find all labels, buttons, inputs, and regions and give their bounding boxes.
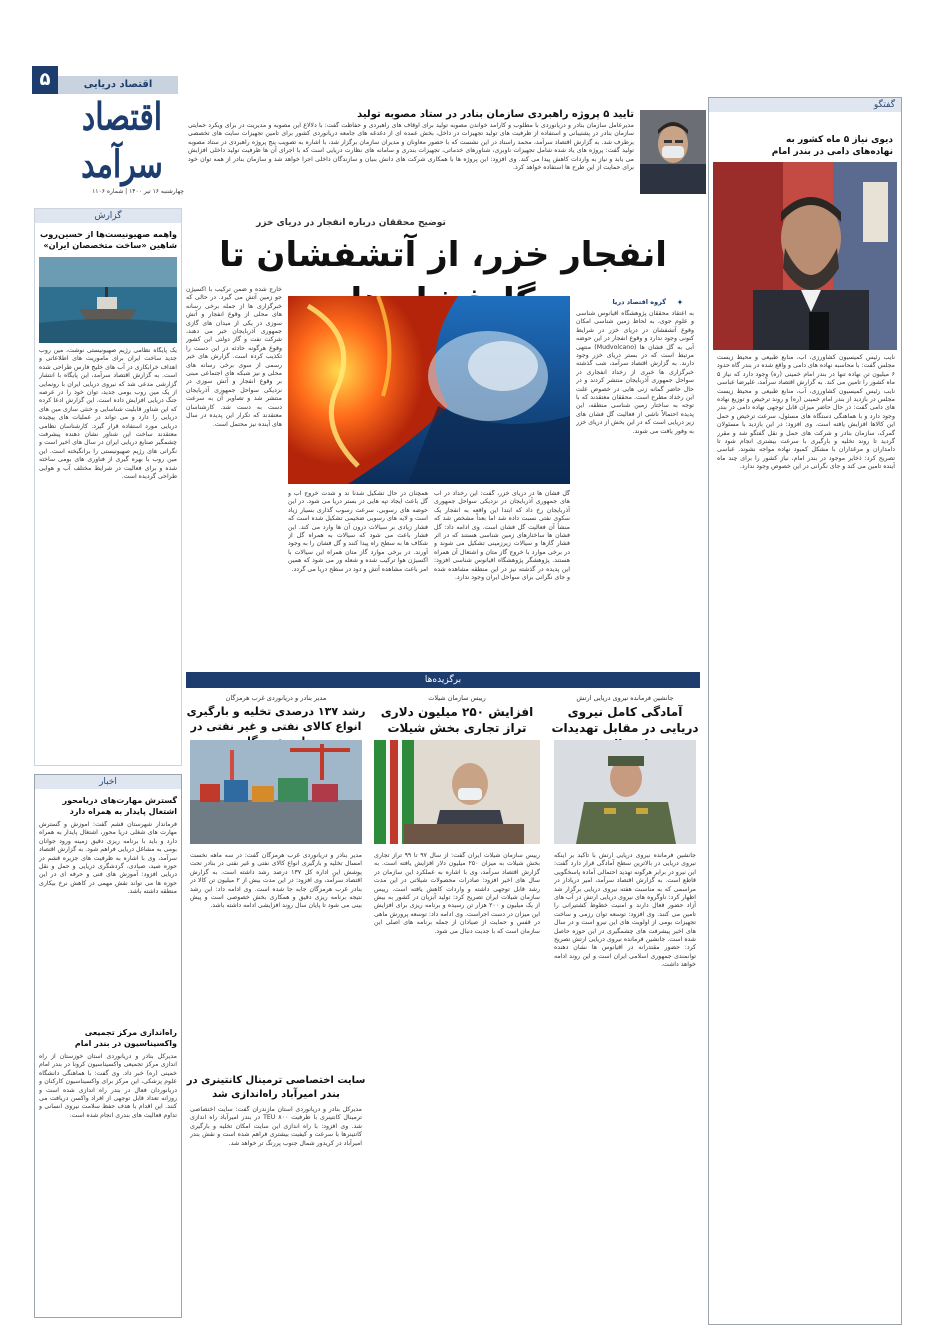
highlight-col-3 (186, 692, 366, 1322)
col2-kicker: رییس سازمان شیلات (428, 694, 486, 702)
date-line: چهارشنبه ۱۶ تیر ۱۴۰۰ | شماره ۱۱۰۶ (92, 188, 184, 195)
report-photo (39, 257, 177, 343)
feature-col-3: همچنان در حال تشکیل شدنا ند و شدت خروج آب و گل باعث ایجاد تپه هایی در بستر دریا می شود. در این حوضه های رسوبی، سرعت رسوب گذاری بسیار زیاد است و لایه های رسوبی ضخیمی تشکیل شده است که فشار زیادی بر سیالات درون آن ها وارد می کند. این فشار باعث می شود که سیالات به همراه گل از شکاف ها به سطح راه پیدا کنند و گل فشان را به وجود آورند. در برخی موارد گاز متان همراه این سیالات با اکسیژن هوا ترکیب شده و شعله ور می شود که همین امر باعث مشاهده آتش و دود در سطح دریا می گردد. (288, 490, 428, 573)
top-story-photo (640, 110, 706, 194)
news-item1-title: گسترش مهارت‌های دریامحور اشتغال پایدار به همراه دارد (62, 796, 177, 816)
report-section-label: گزارش (35, 209, 181, 223)
col1-body: جانشین فرمانده نیروی دریایی ارتش با تاکید بر اینکه نیروی دریایی در بالاترین سطح آمادگی قرار دارد گفت: این نیرو در برابر هرگونه تهدید احتمالی آماده پاسخگویی قاطع است. به گزارش اقتصاد سرآمد، امیر دریادار در مراسمی که به مناسبت هفته نیروی دریایی برگزار شد اظهار کرد: ناوگروه های نیروی دریایی ارتش در آب های آزاد حضور فعال دارند و امنیت خطوط کشتیرانی را تامین می کنند. وی افزود: توسعه توان رزمی و ساخت تجهیزات بومی از اولویت های این نیرو است و در سال های اخیر پیشرفت های چشمگیری در این حوزه حاصل شده است. جانشین فرمانده نیروی دریایی ارتش تصریح کرد: حضور مقتدرانه در اقیانوس ها نشان دهنده توانمندی جمهوری اسلامی ایران است و این روند ادامه خواهد داشت. (554, 852, 696, 969)
col2-title: افزایش ۲۵۰ میلیون دلاری تراز تجاری بخش شیلات (380, 705, 534, 735)
col1-title: آمادگی کامل نیروی دریایی در مقابل تهدیدات (551, 705, 699, 735)
highlights-header (186, 672, 700, 688)
section-label-bar (58, 76, 178, 94)
section-label: اقتصاد دریایی (83, 79, 153, 90)
feature-kicker: توضیح محققان درباره انفجار در دریای خزر (256, 218, 446, 228)
report-box (34, 208, 182, 766)
top-story (186, 104, 706, 200)
col1-kicker: جانشین فرمانده نیروی دریایی ارتش (576, 694, 674, 702)
col3-sub-body: مدیرکل بنادر و دریانوردی استان مازندران گفت: سایت اختصاصی ترمینال کانتینری با ظرفیت ۸۰۰ TEU در بندر امیرآباد راه اندازی شد. وی افزود: با راه اندازی این سایت امکان تخلیه و بارگیری کانتینرها با سرعت و کیفیت بیشتری فراهم شده است و نقش بندر امیرآباد در کریدور شمال جنوب پررنگ تر خواهد شد. (190, 1106, 362, 1147)
col1-photo (554, 740, 696, 844)
report-title: واهمه صهیونیست‌ها از حسین‌روب شاهین «ساخت متخصصان ایران» (39, 229, 177, 250)
col3-photo (190, 740, 362, 844)
feature-logo-mark: ✦ (676, 298, 684, 307)
highlights-section-label: برگزیده‌ها (424, 675, 462, 685)
interview-sidebar (708, 97, 902, 1325)
feature-byline: گروه اقتصاد دریا (612, 298, 666, 306)
feature-col-1: به اعتقاد محققان پژوهشگاه اقیانوس شناسی و علوم جوی، به لحاظ زمین شناسی امکان وقوع آتشفشان در دریای خزر در شرایط کنونی وجود ندارد و وقوع انفجار در این حوضه آبی به گل فشان ها (Mudvolcano) منتهی مرتبط است که در بستر دریای خزر وجود دارند. به گزارش اقتصاد سرآمد، شب گذشته خبرگزاری ها خبری از رخداد انفجاری در سواحل جمهوری آذربایجان منتشر کردند و در حال حاضر گمانه زنی هایی در خصوص علت این رخداد مطرح است. محققان معتقدند که با توجه به ساختار زمین شناسی منطقه، این پدیده احتمالاً ناشی از فعالیت گل فشان های زیر دریایی است که در این بخش از دریای خزر به وفور یافت می شوند. (576, 310, 694, 435)
newspaper-logo (62, 95, 182, 187)
interview-section-label: گفتگو (709, 98, 901, 112)
col3-sub-title: سایت اختصاصی ترمینال کانتینری در بندر امیرآباد راه‌اندازی شد (186, 1075, 366, 1100)
col2-body: رییس سازمان شیلات ایران گفت: از سال ۹۷ تا ۹۹ تراز تجاری بخش شیلات به میزان ۲۵۰ میلیون دلار افزایش یافته است. به گزارش اقتصاد سرآمد، وی با اشاره به عملکرد این سازمان در سال های اخیر افزود: صادرات محصولات شیلاتی در این مدت رشد قابل توجهی داشته و واردات کاهش یافته است. رییس سازمان شیلات ایران تصریح کرد: تولید آبزیان در کشور به بیش از یک میلیون و ۲۰۰ هزار تن رسیده و برنامه ریزی برای افزایش این میزان در دست اجراست. وی ادامه داد: توسعه پرورش ماهی در قفس و حمایت از صیادان از جمله برنامه های اصلی این سازمان است که با جدیت دنبال می شود. (374, 852, 540, 935)
interview-body: نایب رئیس کمیسیون کشاورزی، آب، منابع طبیعی و محیط زیست مجلس گفت: با محاسبه نهاده های دامی و واقع شده در بندر گاه حدود ۶ میلیون تن نهاده تنها در بندر امام خمینی (ره) وجود دارد که نیاز ۵ ماه کشور را تامین می کند. به گزارش اقتصاد سرآمد، علیرضا عباسی نایب رئیس کمیسیون کشاورزی، آب، منابع طبیعی و محیط زیست مجلس در بازدید از بندر امام خمینی (ره) و روند ترخیص و توزیع نهاده های دامی گفت: در حال حاضر میزان قابل توجهی نهاده دامی در بندر وجود دارد و با هماهنگی دستگاه های مسئول، سرعت ترخیص و حمل این کالاها افزایش یافته است. وی افزود: در این بازدید با مسئولان گمرک، سازمان بنادر و شرکت های حمل و نقل گفتگو شد و مقرر گردید تا روند تخلیه و بارگیری با سرعت بیشتری انجام شود تا دامداران و مرغداران با مشکل کمبود نهاده مواجه نشوند. عباسی تصریح کرد: ذخایر موجود در بندر امام، نیاز کشور را برای چند ماه آینده تامین می کند و جای نگرانی در این خصوص وجود ندارد. (717, 354, 895, 471)
col3-body: مدیر بنادر و دریانوردی غرب هرمزگان گفت: در سه ماهه نخست امسال تخلیه و بارگیری انواع کالای نفتی و غیر نفتی در بنادر تحت پوشش این اداره کل ۱۳۷ درصد رشد داشته است. به گزارش اقتصاد سرآمد، وی افزود: در این مدت بیش از ۲ میلیون تن کالا در بنادر غرب هرمزگان جابه جا شده است. وی ادامه داد: این رشد نتیجه برنامه ریزی دقیق و همکاری بخش خصوصی است و پیش بینی می شود تا پایان سال روند افزایشی ادامه داشته باشد. (190, 852, 362, 910)
col3-kicker: مدیر بنادر و دریانوردی غرب هرمزگان (225, 694, 327, 702)
page-number-tab (32, 66, 58, 94)
news-item2-title: راه‌اندازی مرکز تجمیعی واکسیناسیون در بندر امام (74, 1028, 177, 1048)
feature-col-4: خارج شده و ضمن ترکیب با اکسیژن جو زمین آتش می گیرد. در حالی که خبرگزاری ها از جمله برخی رسانه های محلی از وقوع انفجار و آتش سوزی در یکی از میدان های گازی جمهوری آذربایجان خبر می دهند، شرکت نفت و گاز دولتی این کشور وقوع هرگونه حادثه در این دست را تکذیب کرده است. گزارش های خبر رسمی از سوی برخی رسانه های محلی و نیز شبکه های اجتماعی مبنی بر وقوع انفجار و آتش سوزی در نزدیکی سواحل جمهوری آذربایجان منتشر شد و تصاویر آن به سرعت دست به دست شد. کارشناسان معتقدند که تکرار این پدیده در سال های آینده نیز محتمل است. (186, 286, 282, 428)
top-story-title: تایید ۵ پروژه راهبردی سازمان بنادر در ستاد مصوبه تولید (357, 109, 634, 120)
feature-headline: انفجار خزر، از آتشفشان تا (219, 235, 667, 275)
report-body: یک پایگاه نظامی رژیم صهیونیستی نوشت، مین روب جدید ساخت ایران برای ماموریت های اطلاعاتی و اهداف خرابکاری در آب های خلیج فارس طراحی شده است. به گزارش اقتصاد سرآمد، این پایگاه با انتشار گزارشی مدعی شد که نیروی دریایی ایران با رونمایی از یک مین روب بومی جدید، توان خود را در عرصه جنگ دریایی افزایش داده است. این گزارش ادعا کرده که این شناور قابلیت شناسایی و خنثی سازی مین های دریایی را دارد و می تواند در عملیات های پیچیده دریایی مورد استفاده قرار گیرد. کارشناسان نظامی معتقدند ساخت این شناور نشان دهنده پیشرفت چشمگیر صنایع دریایی ایران در سال های اخیر است و نگرانی های رژیم صهیونیستی را برانگیخته است. این مین روب با بهره گیری از فناوری های بومی ساخته شده و برای فعالیت در شرایط مختلف آب و هوایی طراحی گردیده است. (39, 347, 177, 481)
highlight-col-1 (550, 692, 700, 1322)
col2-photo (374, 740, 540, 844)
news-section-label: اخبار (35, 775, 181, 789)
top-story-body: مدیرعامل سازمان بنادر و دریانوردی با مطلوب و کارآمد خواندن مصوبه تولید برای اوقاف های راهبردی و حفاظت گفت: با دلالاع این مصوبه و مدیریت در برای ویکرد حمایتی سازمان بنادر در پشتیبانی و استفاده از ظرفیت های تولید تجهیزات در داخل، بخش عمده ای از دغدغه های جامعه دریانوردی کشور برای تامین تجهیزات سایت های تخصصی برطرف شد. به گزارش اقتصاد سرآمد، محمد راستاد در این نشست که با حضور معاونان و مدیران سازمان برگزار شد، با اشاره به تصویب پنج پروژه راهبردی در ستاد مصوبه تولید گفت: پروژه های یاد شده شامل تجهیزات ناوبری، شناورهای خدماتی، تجهیزات بندری و سامانه های نظارت دریایی است که با اجرای آن ها ظرفیت تولید داخلی افزایش می یابد و نیاز به واردات کاهش پیدا می کند. وی افزود: این پروژه ها با همکاری شرکت های دانش بنیان و سازندگان داخلی اجرا خواهد شد و سازمان بنادر از همه توان خود برای حمایت از این طرح ها استفاده خواهد کرد. (188, 122, 634, 172)
highlight-col-2 (370, 692, 544, 1322)
interview-title: دیوی نیاز ۵ ماه کشور به نهاده‌های دامی در بندر امام (771, 135, 893, 157)
page-number: ۵ (39, 69, 51, 90)
news-box (34, 774, 182, 1318)
feature-photo (288, 296, 570, 484)
logo-text: اقتصاد سرآمد (81, 95, 163, 187)
news-item2-body: مدیرکل بنادر و دریانوردی استان خوزستان از راه اندازی مرکز تجمیعی واکسیناسیون کرونا در بندر امام خمینی (ره) خبر داد. وی گفت: با هماهنگی دانشگاه علوم پزشکی، این مرکز برای واکسیناسیون کارکنان و دریانوردان فعال در بندر راه اندازی شده است و روزانه تعداد قابل توجهی از افراد واکسن دریافت می کنند. این اقدام با هدف حفظ سلامت نیروی انسانی و تداوم فعالیت های بندری انجام شده است. (39, 1053, 177, 1119)
col3-title: رشد ۱۳۷ درصدی تخلیه و بارگیری انواع کالای نفتی و غیر نفتی در (186, 705, 366, 733)
feature-col-2: گل فشان ها در دریای خزر، گفت: این رخداد در آب های جمهوری آذربایجان در نزدیکی سواحل جمهوری آذربایجان رخ داد که ابتدا این واقعه به انفجار یک سکوی نفتی نسبت داده شد اما بعداً مشخص شد که منشأ آن فعالیت گل فشان است. وی ادامه داد: گل فشان ها ساختارهای زمین شناسی هستند که در اثر فشار گازها و سیالات زیرزمینی تشکیل می شوند و در برخی موارد با خروج گاز متان و اشتعال آن همراه هستند. پژوهشگر پژوهشگاه اقیانوس شناسی افزود: این پدیده در گذشته نیز در این منطقه مشاهده شده و جای نگرانی برای سواحل ایران وجود ندارد. (434, 490, 570, 582)
news-item1-body: فرماندار شهرستان قشم گفت: آموزش و گسترش مهارت های شغلی دریا محور، اشتغال پایدار به همراه دارد و باید با برنامه ریزی دقیق زمینه ورود جوانان بومی به مشاغل دریایی فراهم شود. به گزارش اقتصاد سرآمد، وی با اشاره به ظرفیت های جزیره قشم در حوزه صید، صیادی، گردشگری دریایی و حمل و نقل دریایی افزود: آموزش های فنی و حرفه ای در این حوزه ها می تواند نقش مهمی در کاهش نرخ بیکاری منطقه داشته باشد. (39, 821, 177, 896)
interview-photo (713, 162, 897, 350)
